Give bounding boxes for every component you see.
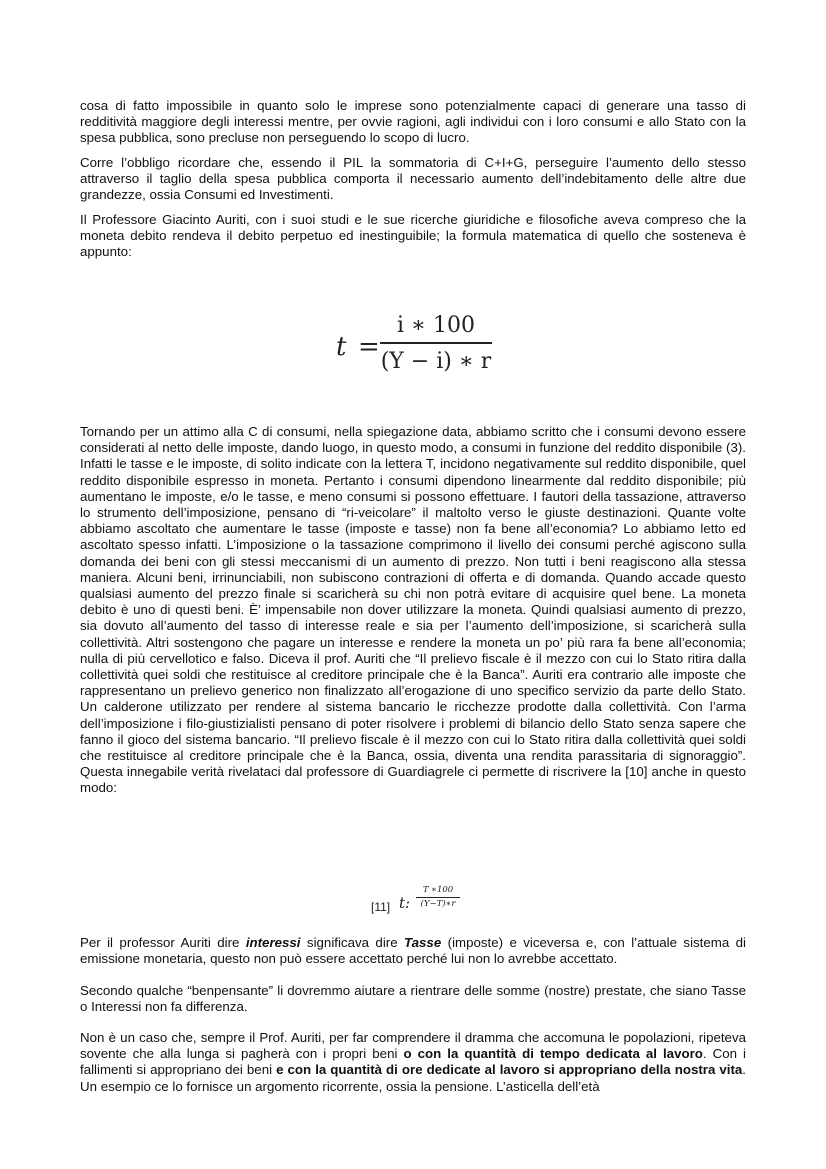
equation-number: [11] xyxy=(371,900,391,914)
formula-11-numerator: T ∗100 xyxy=(422,885,454,895)
paragraph-impossibility: cosa di fatto impossibile in quanto solo le imprese sono potenzialmente capaci di generare una tasso di redditività maggiore degli interessi mentre, per ovvie ragioni, agli individui con i loro consumi e allo Stato con la spesa pubblica, sono precluse non perseguendo lo scopo di lucro. xyxy=(80,98,746,146)
formula-11-denominator: (Y−T)∗r xyxy=(420,899,456,909)
formula-equals: = xyxy=(358,332,380,362)
paragraph-pil: Corre l’obbligo ricordare che, essendo il PIL la sommatoria di C+I+G, perseguire l’aumento dello stesso attraverso il taglio della spesa pubblica comporta il necessario aumento dell’indebitamento delle altre due grandezze, ossia Consumi ed Investimenti. xyxy=(80,155,746,203)
paragraph-consumi: Tornando per un attimo alla C di consumi, nella spiegazione data, abbiamo scritto che i consumi devono essere considerati al netto delle imposte, dando luogo, in questo modo, a consumi in funzione del reddito disponibile (3). Infatti le tasse e le imposte, di solito indicate con la lettera T, incidono negativamente sul reddito disponibile, quel reddito disponibile espresso in moneta. Pertanto i consumi dipendono linearmente dal reddito disponibile; più aumentano le imposte, e/o le tasse, e meno consumi si possono effettuare. I fautori della tassazione, attraverso lo strumento dell’imposizione, pensano di “ri-veicolare” il maltolto verso le giuste destinazioni. Quante volte abbiamo ascoltato che aumentare le tasse (imposte e tasse) non fa bene all’economia? Lo abbiamo letto ed ascoltato spesso infatti. L’imposizione o la tassazione comprimono il livello dei consumi perché agiscono sulla domanda dei beni con gli stessi meccanismi di un aumento di prezzo. Non tutti i beni reagiscono alla stessa maniera. Alcuni beni, irrinunciabili, non subiscono contrazioni di offerta e di domanda. Quando accade questo qualsiasi aumento del prezzo finale si scaricherà su chi non potrà evitare di acquisire quel bene. La moneta debito è uno di questi beni. È’ impensabile non dover utilizzare la moneta. Quindi qualsiasi aumento di prezzo, sia dovuto all’aumento del tasso di interesse reale e sia per l’aumento dell’imposizione, si scaricherà sulla collettività. Altri sostengono che pagare un interesse e rendere la moneta un po’ più rara fa bene all’economia; nulla di più cervellotico e falso. Diceva il prof. Auriti che “Il prelievo fiscale è il mezzo con cui lo Stato ritira dalla collettività quei soldi che restituisce al creditore principale che è la Banca”. Auriti era contrario alle imposte che rappresentano un prelievo generico non finalizzato all’erogazione di uno specifico servizio da parte dello Stato. Un calderone utilizzato per rendere al sistema bancario le ricchezze prodotte dalla collettività. Con l’arma dell’imposizione i filo-giustizialisti pensano di poter risolvere i problemi di bilancio dello Stato senza sapere che fanno il gioco del sistema bancario. “Il prelievo fiscale è il mezzo con cui lo Stato ritira dalla collettività quei soldi che restituisce al creditore principale che è la Banca, ossia, diventa una rendita parassitaria di signoraggio”. Questa innegabile verità rivelataci dal professore di Guardiagrele ci permette di riscrivere la [10] anche in questo modo: xyxy=(80,424,746,796)
text-run: significava dire xyxy=(300,935,405,950)
bold-tempo-lavoro: o con la quantità di tempo dedicata al lavoro xyxy=(403,1046,703,1062)
formula-11-bar xyxy=(416,897,460,898)
formula-numerator: i ∗ 100 xyxy=(397,313,475,338)
paragraph-benpensante: Secondo qualche “benpensante” li dovremmo aiutare a rientrare delle somme (nostre) prestate, che siano Tasse o Interessi non fa differenza. xyxy=(80,983,746,1015)
bold-nostra-vita: e con la quantità di ore dedicate al lavoro si appropriano della nostra vita xyxy=(276,1062,743,1078)
paragraph-dramma xyxy=(80,1030,746,1095)
text-run: . Un esempio ce lo fornisce un argomento ricorrente, ossia la pensione. L’asticella dell’età xyxy=(80,1062,746,1094)
formula-lhs: t xyxy=(336,332,347,362)
formula-11-lhs: t: xyxy=(399,894,411,912)
text-run: . Con i fallimenti si appropriano dei beni xyxy=(80,1046,746,1078)
emphasis-tasse: Tasse xyxy=(404,935,442,950)
text-run: Non è un caso che, sempre il Prof. Auriti, per far comprendere il dramma che accomuna le popolazioni, ripeteva sovente che alla lunga si pagherà con i propri beni xyxy=(80,1030,746,1062)
text-run: (imposte) e viceversa e, con l’attuale sistema di emissione monetaria, questo non può essere accettato perché lui non lo avrebbe accettato. xyxy=(80,935,747,967)
paragraph-interessi-tasse xyxy=(80,935,746,967)
formula-debt-rate xyxy=(336,312,506,382)
text-run: Per il professor Auriti dire xyxy=(80,935,246,950)
paragraph-auriti-formula-intro: Il Professore Giacinto Auriti, con i suoi studi e le sue ricerche giuridiche e filosofiche aveva compreso che la moneta debito rendeva il debito perpetuo ed inestinguibile; la formula matematica di quello che sosteneva è appunto: xyxy=(80,212,746,260)
fraction-bar xyxy=(380,342,492,344)
formula-denominator: (Y − i) ∗ r xyxy=(380,348,492,374)
formula-11-fraction xyxy=(416,885,460,910)
formula-fraction xyxy=(380,312,492,376)
emphasis-interessi: interessi xyxy=(245,935,301,950)
